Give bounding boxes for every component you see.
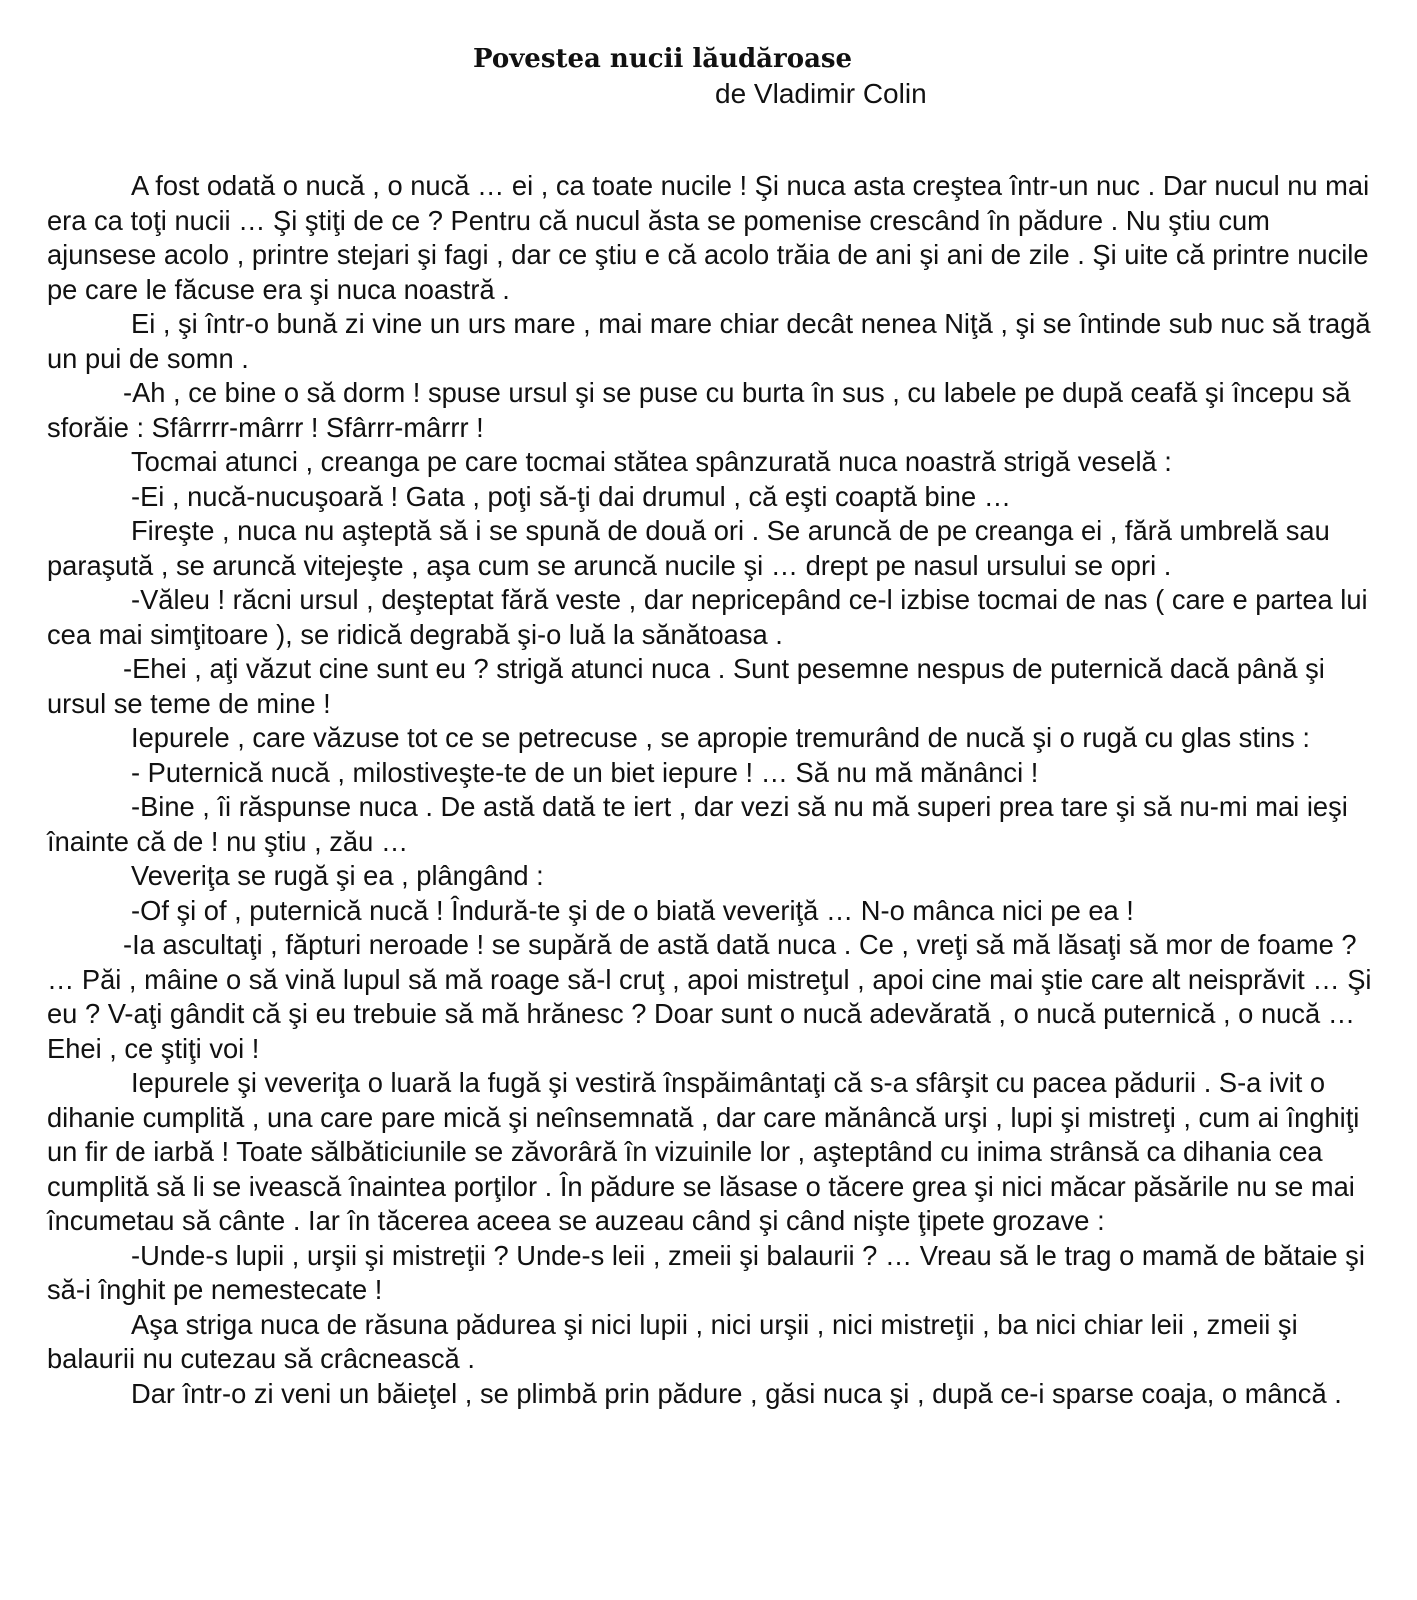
paragraph-17: Aşa striga nuca de răsuna pădurea şi nici lupii , nici urşii , nici mistreţii , ba nici chiar leii , zmeii şi balaurii nu cutezau să crâcnească . [47,1308,1298,1374]
paragraph-2: Ei , şi într-o bună zi vine un urs mare , mai mare chiar decât nenea Niţă , şi se întinde sub nuc să tragă un pui de somn . [47,308,1371,374]
paragraph-14: -Ia ascultaţi , făpturi neroade ! se supără de astă dată nuca . Ce , vreţi să mă lăsaţi să mor de foame ? … Păi , mâine o să vină lupul să mă roage să-l cruţ , apoi mistreţul , apoi cine mai ştie care alt neisprăvit … Şi eu ? V-aţi gândit că şi eu trebuie să mă hrănesc ? Doar sunt o nucă adevărată , o nucă puternică , o nucă … Ehei , ce ştiţi voi ! [47,929,1372,1064]
story-author: de Vladimir Colin [715,78,927,109]
paragraph-8: -Ehei , aţi văzut cine sunt eu ? strigă atunci nuca . Sunt pesemne nespus de puternică dacă până şi ursul se teme de mine ! [47,653,1325,719]
paragraph-9: Iepurele , care văzuse tot ce se petrecuse , se apropie tremurând de nucă şi o rugă cu glas stins : [131,722,1310,753]
paragraph-13: -Of şi of , puternică nucă ! Îndură-te şi de o biată veveriţă … N-o mânca nici pe ea ! [131,894,1134,926]
paragraph-10: - Puternică nucă , milostiveşte-te de un biet iepure ! … Să nu mă mănânci ! [131,756,1039,788]
paragraph-4: Tocmai atunci , creanga pe care tocmai stătea spânzurată nuca noastră strigă veselă : [131,446,1172,477]
paragraph-11: -Bine , îi răspunse nuca . De astă dată te iert , dar vezi să nu mă superi prea tare şi să nu-mi mai ieşi înainte că de ! nu ştiu , zău … [47,791,1348,857]
paragraph-18: Dar într-o zi veni un băieţel , se plimbă prin pădure , găsi nuca şi , după ce-i sparse coaja, o mâncă . [131,1377,1342,1409]
paragraph-5: -Ei , nucă-nucuşoară ! Gata , poţi să-ţi dai drumul , că eşti coaptă bine … [131,480,1012,512]
story-title: Povestea nucii lăudăroase [473,44,853,74]
paragraph-16: -Unde-s lupii , urşii şi mistreţii ? Unde-s leii , zmeii şi balaurii ? … Vreau să le trag o mamă de bătaie şi să-i înghit pe nemestecate ! [47,1239,1365,1305]
paragraph-12: Veveriţa se rugă şi ea , plângând : [131,860,544,891]
paragraph-1: A fost odată o nucă , o nucă … ei , ca toate nucile ! Şi nuca asta creştea într-un nuc . Dar nucul nu mai era ca toţi nucii … Şi ştiţi de ce ? Pentru că nucul ăsta se pomenise crescând în pădure . Nu ştiu cum ajunsese acolo , printre stejari şi fagi , dar ce ştiu e că acolo trăia de ani şi ani de zile . Şi uite că printre nucile pe care le făcuse era şi nuca noastră . [47,170,1370,305]
story-body [47,169,1377,1411]
paragraph-7: -Văleu ! răcni ursul , deşteptat fără veste , dar nepricepând ce-l izbise tocmai de nas ( care e partea lui cea mai simţitoare ), se ridică degrabă şi-o luă la sănătoasa . [47,584,1368,650]
paragraph-3: -Ah , ce bine o să dorm ! spuse ursul şi se puse cu burta în sus , cu labele pe după ceafă şi începu să sforăie : Sfârrrr-mârrr ! Sfârrr-mârrr ! [47,377,1351,443]
paragraph-15: Iepurele şi veveriţa o luară la fugă şi vestiră înspăimântaţi că s-a sfârşit cu pacea pădurii . S-a ivit o dihanie cumplită , una care pare mică şi neînsemnată , dar care mănâncă urşi , lupi şi mistreţi , cum ai înghiţi un fir de iarbă ! Toate sălbăticiunile se zăvorâră în vizuinile lor , aşteptând cu inima strânsă ca dihania cea cumplită să li se ivească înaintea porţilor . În pădure se lăsase o tăcere grea şi nici măcar păsările nu se mai încumetau să cânte . Iar în tăcerea aceea se auzeau când şi când nişte ţipete grozave : [47,1067,1360,1236]
paragraph-6: Fireşte , nuca nu aşteptă să i se spună de două ori . Se aruncă de pe creanga ei , fără umbrelă sau paraşută , se aruncă vitejeşte , aşa cum se aruncă nucile şi … drept pe nasul ursului se opri . [47,515,1330,581]
